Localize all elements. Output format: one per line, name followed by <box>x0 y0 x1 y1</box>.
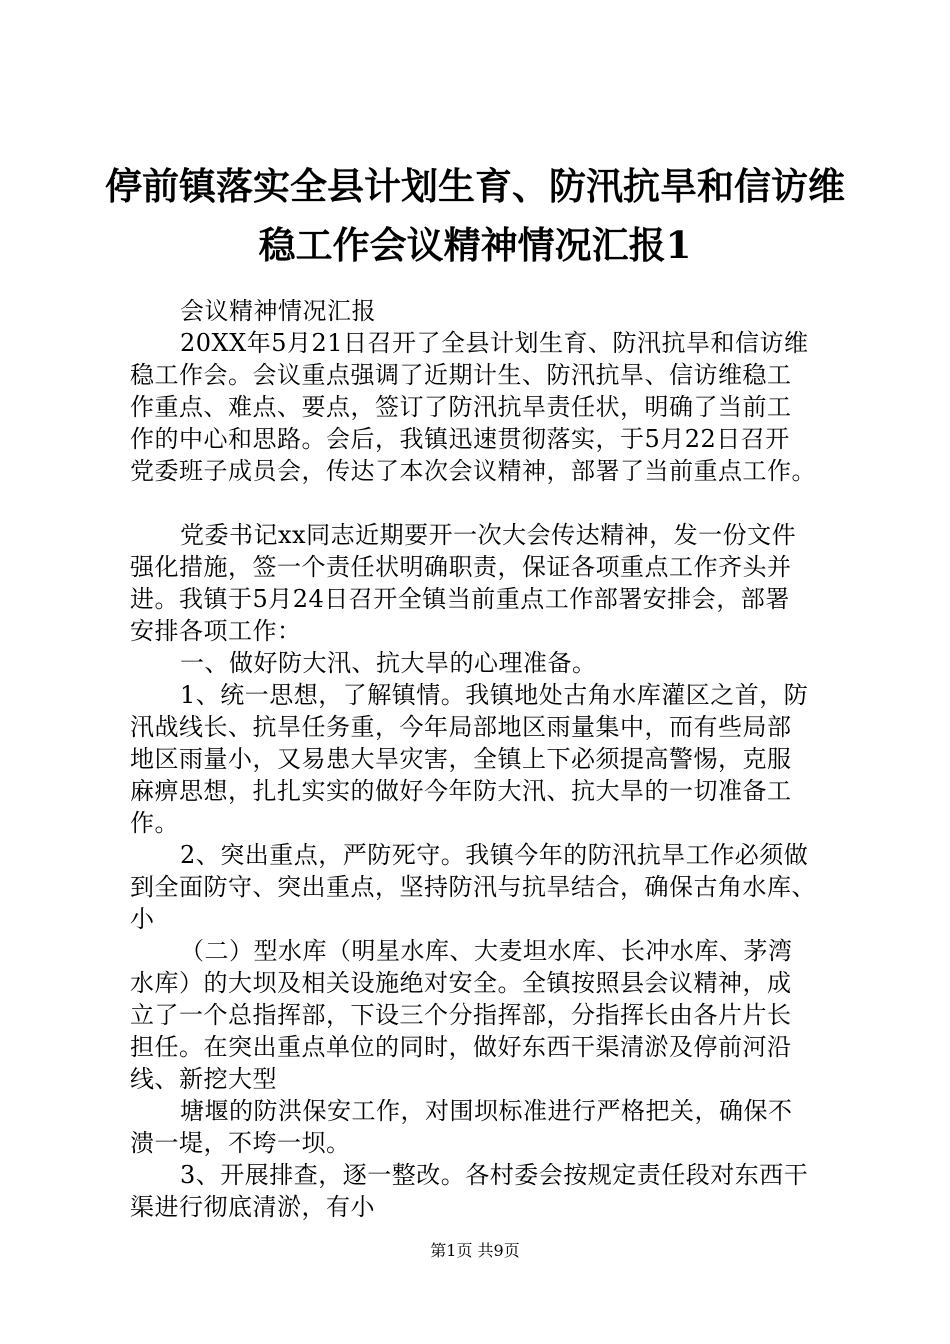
body-line: 作重点、难点、要点，签订了防汛抗旱责任状，明确了当前工 <box>130 393 792 421</box>
body-line: 强化措施，签一个责任状明确职责，保证各项重点工作齐头并 <box>130 553 792 581</box>
body-line: 作。 <box>130 809 179 837</box>
body-line: 渠进行彻底清淤，有小 <box>130 1193 375 1221</box>
document-title-line-2: 稳工作会议精神情况汇报1 <box>258 223 692 267</box>
body-line: 稳工作会。会议重点强调了近期计生、防汛抗旱、信访维稳工 <box>130 361 792 389</box>
document-title-line-1: 停前镇落实全县计划生育、防汛抗旱和信访维 <box>105 164 845 208</box>
blank-line <box>130 487 845 519</box>
body-line: 作的中心和思路。会后，我镇迅速贯彻落实，于5月22日召开 <box>130 425 790 453</box>
body-line: 地区雨量小，又易患大旱灾害，全镇上下必须提高警惕，克服 <box>130 745 792 773</box>
body-line: 塘堰的防洪保安工作，对围坝标准进行严格把关，确保不 <box>180 1097 793 1125</box>
body-line: 进。我镇于5月24日召开全镇当前重点工作部署安排会，部署 <box>130 585 790 613</box>
body-line: 20XX年5月21日召开了全县计划生育、防汛抗旱和信访维 <box>180 329 809 357</box>
body-line: 担任。在突出重点单位的同时，做好东西干渠清淤及停前河沿 <box>130 1033 792 1061</box>
body-line: 汛战线长、抗旱任务重，今年局部地区雨量集中，而有些局部 <box>130 713 792 741</box>
body-line: 安排各项工作： <box>130 617 302 645</box>
body-line: 一、做好防大汛、抗大旱的心理准备。 <box>180 649 597 677</box>
body-line: 到全面防守、突出重点，坚持防汛与抗旱结合，确保古角水库、 <box>130 873 816 901</box>
body-line: 溃一堤，不垮一坝。 <box>130 1129 351 1157</box>
body-line: 线、新挖大型 <box>130 1065 277 1093</box>
body-line: （二）型水库（明星水库、大麦坦水库、长冲水库、茅湾 <box>180 937 793 965</box>
body-line: 水库）的大坝及相关设施绝对安全。全镇按照县会议精神，成 <box>130 969 792 997</box>
body-line: 麻痹思想，扎扎实实的做好今年防大汛、抗大旱的一切准备工 <box>130 777 792 805</box>
document-body <box>130 295 845 1223</box>
body-line: 2、突出重点，严防死守。我镇今年的防汛抗旱工作必须做 <box>180 841 809 869</box>
body-line: 党委班子成员会，传达了本次会议精神，部署了当前重点工作。 <box>130 457 816 485</box>
body-line: 小 <box>130 905 155 933</box>
page-footer: 第1页 共9页 <box>430 1241 520 1260</box>
body-line: 3、开展排查，逐一整改。各村委会按规定责任段对东西干 <box>180 1161 809 1189</box>
body-line: 会议精神情况汇报 <box>180 297 376 325</box>
body-line: 党委书记xx同志近期要开一次大会传达精神，发一份文件 <box>180 521 797 549</box>
body-line: 1、统一思想，了解镇情。我镇地处古角水库灌区之首，防 <box>180 681 809 709</box>
body-line: 立了一个总指挥部，下设三个分指挥部，分指挥长由各片片长 <box>130 1001 792 1029</box>
